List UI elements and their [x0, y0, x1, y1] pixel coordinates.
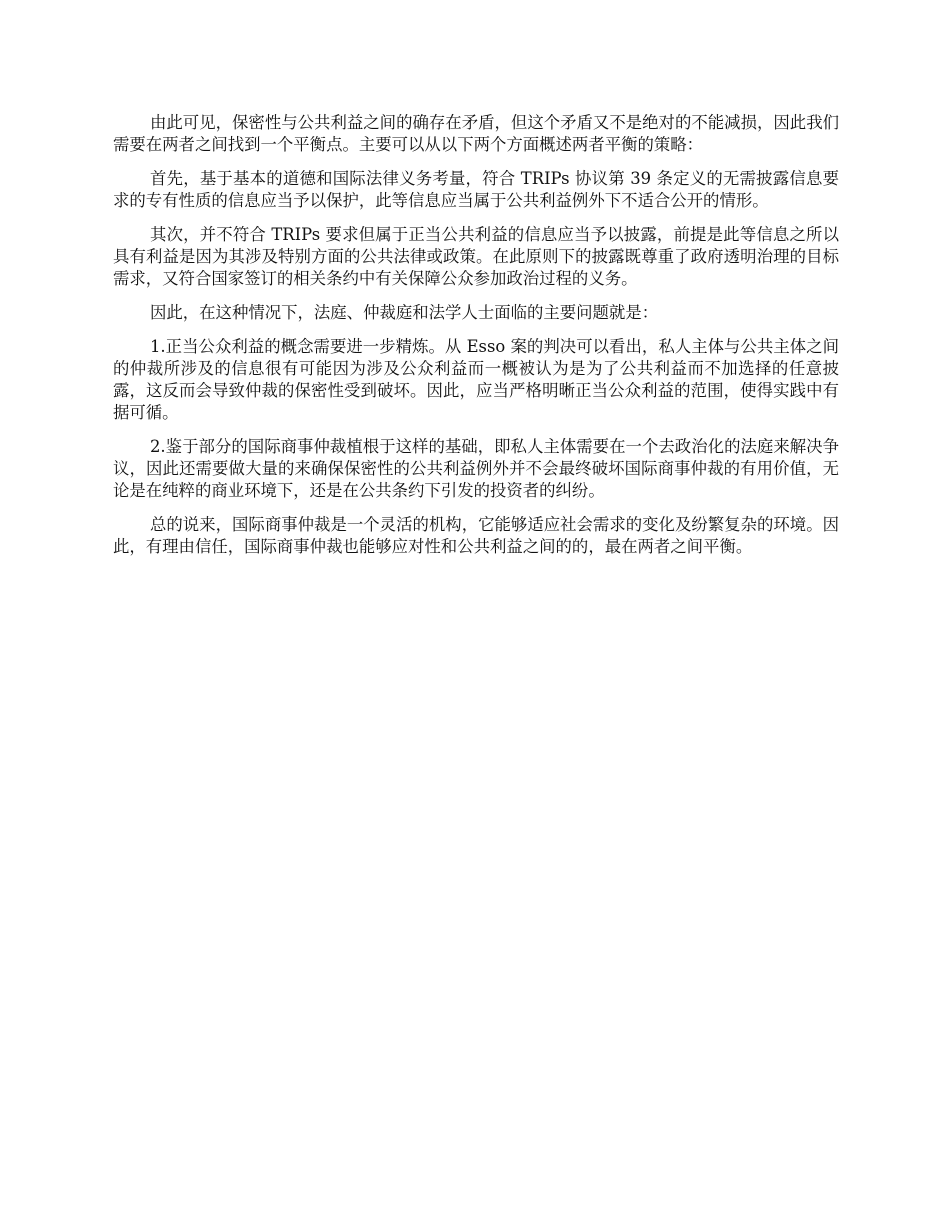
paragraph-issue-one: 1.正当公众利益的概念需要进一步精炼。从 Esso 案的判决可以看出，私人主体与公共主体之间的仲裁所涉及的信息很有可能因为涉及公众利益而一概被认为是为了公共利益而不加选择的任意披露，这反而会导致仲裁的保密性受到破坏。因此，应当严格明晰正当公众利益的范围，使得实践中有据可循。 [113, 337, 839, 422]
paragraph-second-strategy: 其次，并不符合 TRIPs 要求但属于正当公共利益的信息应当予以披露，前提是此等信息之所以具有利益是因为其涉及特别方面的公共法律或政策。在此原则下的披露既尊重了政府透明治理的目标需求，又符合国家签订的相关条约中有关保障公众参加政治过程的义务。 [113, 225, 839, 288]
document-body [113, 112, 839, 570]
paragraph-balance-intro: 由此可见，保密性与公共利益之间的确存在矛盾，但这个矛盾又不是绝对的不能减损，因此我们需要在两者之间找到一个平衡点。主要可以从以下两个方面概述两者平衡的策略： [113, 113, 839, 154]
paragraph-issue-two: 2.鉴于部分的国际商事仲裁植根于这样的基础，即私人主体需要在一个去政治化的法庭来解决争议，因此还需要做大量的来确保保密性的公共利益例外并不会最终破坏国际商事仲裁的有用价值，无论是在纯粹的商业环境下，还是在公共条约下引发的投资者的纠纷。 [113, 437, 839, 500]
paragraph-main-issues: 因此，在这种情况下，法庭、仲裁庭和法学人士面临的主要问题就是： [150, 303, 659, 322]
paragraph-conclusion: 总的说来，国际商事仲裁是一个灵活的机构，它能够适应社会需求的变化及纷繁复杂的环境。因此，有理由信任，国际商事仲裁也能够应对性和公共利益之间的的，最在两者之间平衡。 [113, 515, 839, 556]
paragraph-first-strategy: 首先，基于基本的道德和国际法律义务考量，符合 TRIPs 协议第 39 条定义的无需披露信息要求的专有性质的信息应当予以保护，此等信息应当属于公共利益例外下不适合公开的情形。 [113, 169, 839, 210]
